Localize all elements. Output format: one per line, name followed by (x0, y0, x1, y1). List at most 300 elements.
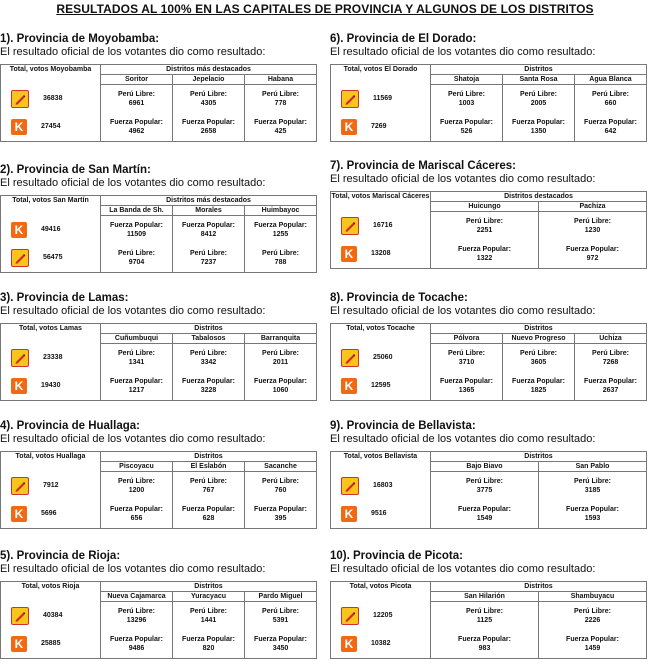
results-table (0, 581, 317, 659)
peru-libre-result (431, 344, 502, 372)
district-name: Santa Rosa (503, 75, 575, 85)
peru-libre-result (245, 85, 316, 113)
total-votes-header: Total, votos Moyobamba (1, 65, 101, 85)
district-name: Sacanche (245, 462, 317, 472)
peru-libre-total-row (1, 85, 100, 113)
vote-count: 13296 (126, 617, 147, 624)
fuerza-popular-logo-icon (11, 506, 27, 522)
vote-count: 1217 (128, 387, 145, 394)
k-letter: K (14, 636, 24, 651)
district-name: Agua Blanca (575, 75, 647, 85)
district-results-cell (539, 472, 647, 529)
vote-count: 3605 (530, 359, 547, 366)
party-label: Perú Libre: (262, 250, 299, 257)
vote-count: 2005 (530, 100, 547, 107)
party-label: Fuerza Popular: (566, 246, 619, 253)
party-label: Fuerza Popular: (110, 636, 163, 643)
party-label: Perú Libre: (118, 91, 155, 98)
totals-cell (1, 85, 101, 142)
district-results-cell (101, 85, 173, 142)
party-label: Perú Libre: (592, 350, 629, 357)
fuerza-popular-result (101, 372, 172, 400)
total-votes-value: 16716 (373, 222, 393, 229)
party-label: Fuerza Popular: (512, 119, 565, 126)
vote-count: 1459 (584, 645, 601, 652)
vote-count: 7268 (602, 359, 619, 366)
peru-libre-result (101, 344, 172, 372)
peru-libre-result (245, 344, 316, 372)
party-label: Perú Libre: (118, 478, 155, 485)
district-results-cell (431, 212, 539, 269)
vote-count: 660 (604, 100, 617, 107)
fuerza-popular-result (173, 113, 244, 141)
total-votes-value: 25060 (373, 354, 393, 361)
fuerza-popular-logo-icon (341, 246, 357, 262)
peru-libre-total-row (331, 85, 430, 113)
party-label: Fuerza Popular: (566, 636, 619, 643)
province-subtitle: El resultado oficial de los votantes dio como resultado: (330, 173, 596, 185)
party-label: Perú Libre: (574, 478, 611, 485)
province-section (330, 292, 646, 401)
total-votes-value: 12205 (373, 612, 393, 619)
peru-libre-total-row (1, 602, 100, 630)
province-section (330, 420, 646, 529)
district-results-cell (101, 472, 173, 529)
vote-count: 767 (202, 487, 215, 494)
province-heading: 5). Provincia de Rioja: (0, 550, 121, 562)
total-votes-value: 13208 (371, 250, 391, 257)
vote-count: 1255 (272, 231, 289, 238)
district-results-cell (101, 344, 173, 401)
vote-count: 2637 (602, 387, 619, 394)
district-name: Uchiza (575, 334, 647, 344)
districts-header: Distritos (101, 324, 317, 334)
total-votes-value: 23338 (43, 354, 63, 361)
fuerza-popular-result (101, 630, 172, 658)
fuerza-popular-result (539, 240, 646, 268)
party-label: Fuerza Popular: (440, 378, 493, 385)
fuerza-popular-total-row (1, 372, 100, 400)
party-label: Fuerza Popular: (254, 119, 307, 126)
party-label: Fuerza Popular: (182, 378, 235, 385)
party-label: Fuerza Popular: (584, 378, 637, 385)
peru-libre-result (245, 472, 316, 500)
vote-count: 656 (130, 515, 143, 522)
party-label: Fuerza Popular: (254, 506, 307, 513)
party-label: Perú Libre: (190, 478, 227, 485)
vote-count: 4962 (128, 128, 145, 135)
party-label: Fuerza Popular: (182, 119, 235, 126)
province-subtitle: El resultado oficial de los votantes dio como resultado: (0, 305, 266, 317)
total-votes-value: 11569 (373, 95, 393, 102)
party-label: Perú Libre: (190, 350, 227, 357)
province-heading: 6). Provincia de El Dorado: (330, 33, 477, 45)
party-label: Fuerza Popular: (182, 222, 235, 229)
k-letter: K (344, 246, 354, 261)
vote-count: 972 (586, 255, 599, 262)
fuerza-popular-result (245, 372, 316, 400)
vote-count: 1441 (200, 617, 217, 624)
peru-libre-result (431, 472, 538, 500)
peru-libre-result (431, 212, 538, 240)
province-subtitle: El resultado oficial de los votantes dio como resultado: (330, 433, 596, 445)
vote-count: 1341 (128, 359, 145, 366)
fuerza-popular-logo-icon (11, 378, 27, 394)
district-results-cell (431, 344, 503, 401)
district-results-cell (431, 472, 539, 529)
party-label: Fuerza Popular: (254, 222, 307, 229)
fuerza-popular-result (101, 500, 172, 528)
district-name: Nueva Cajamarca (101, 592, 173, 602)
party-label: Perú Libre: (262, 478, 299, 485)
district-name: La Banda de Sh. (101, 206, 173, 216)
totals-cell (1, 472, 101, 529)
total-votes-value: 7269 (371, 123, 387, 130)
total-votes-header: Total, votos Bellavista (331, 452, 431, 472)
peru-libre-result (101, 472, 172, 500)
district-results-cell (173, 216, 245, 273)
total-votes-header: Total, votos San Martín (1, 196, 101, 216)
results-table (330, 323, 647, 401)
party-label: Perú Libre: (190, 608, 227, 615)
province-section (330, 33, 646, 142)
districts-header: Distritos más destacados (101, 65, 317, 75)
province-section (0, 164, 316, 273)
fuerza-popular-result (245, 500, 316, 528)
fuerza-popular-total-row (331, 240, 430, 268)
province-section (0, 292, 316, 401)
province-heading: 9). Provincia de Bellavista: (330, 420, 476, 432)
total-votes-value: 7912 (43, 482, 59, 489)
fuerza-popular-total-row (331, 500, 430, 528)
vote-count: 3228 (200, 387, 217, 394)
total-votes-value: 9516 (371, 510, 387, 517)
peru-libre-result (431, 85, 502, 113)
vote-count: 1125 (476, 617, 493, 624)
peru-libre-result (575, 344, 646, 372)
district-name: Soritor (101, 75, 173, 85)
province-subtitle: El resultado oficial de los votantes dio como resultado: (330, 46, 596, 58)
fuerza-popular-logo-icon (11, 119, 27, 135)
party-label: Perú Libre: (466, 218, 503, 225)
fuerza-popular-logo-icon (341, 378, 357, 394)
vote-count: 2226 (584, 617, 601, 624)
district-results-cell (431, 85, 503, 142)
party-label: Fuerza Popular: (110, 506, 163, 513)
party-label: Perú Libre: (118, 350, 155, 357)
fuerza-popular-result (245, 113, 316, 141)
vote-count: 642 (604, 128, 617, 135)
districts-header: Distritos (431, 452, 647, 462)
district-results-cell (173, 344, 245, 401)
district-name: Pólvora (431, 334, 503, 344)
vote-count: 1549 (476, 515, 493, 522)
fuerza-popular-total-row (1, 500, 100, 528)
vote-count: 2011 (272, 359, 289, 366)
peru-libre-result (101, 85, 172, 113)
k-letter: K (344, 506, 354, 521)
district-name: Jepelacio (173, 75, 245, 85)
district-results-cell (539, 602, 647, 659)
results-table (0, 64, 317, 142)
totals-cell (331, 602, 431, 659)
fuerza-popular-total-row (1, 630, 100, 658)
fuerza-popular-result (101, 113, 172, 141)
party-label: Fuerza Popular: (458, 506, 511, 513)
fuerza-popular-result (245, 216, 316, 244)
province-subtitle: El resultado oficial de los votantes dio como resultado: (0, 433, 266, 445)
party-label: Fuerza Popular: (110, 119, 163, 126)
districts-header: Distritos más destacados (101, 196, 317, 206)
party-label: Perú Libre: (262, 350, 299, 357)
vote-count: 1825 (530, 387, 547, 394)
fuerza-popular-result (173, 216, 244, 244)
party-label: Perú Libre: (466, 478, 503, 485)
party-label: Perú Libre: (190, 91, 227, 98)
district-name: El Eslabón (173, 462, 245, 472)
peru-libre-result (539, 472, 646, 500)
vote-count: 395 (274, 515, 287, 522)
total-votes-value: 25885 (41, 640, 61, 647)
district-name: Piscoyacu (101, 462, 173, 472)
party-label: Fuerza Popular: (584, 119, 637, 126)
party-label: Fuerza Popular: (458, 246, 511, 253)
vote-count: 8412 (200, 231, 217, 238)
district-name: Habana (245, 75, 317, 85)
vote-count: 628 (202, 515, 215, 522)
province-section (0, 550, 316, 659)
party-label: Perú Libre: (448, 350, 485, 357)
peru-libre-result (101, 244, 172, 272)
vote-count: 3775 (476, 487, 493, 494)
province-subtitle: El resultado oficial de los votantes dio como resultado: (330, 563, 596, 575)
vote-count: 5391 (272, 617, 289, 624)
k-letter: K (14, 119, 24, 134)
party-label: Fuerza Popular: (566, 506, 619, 513)
province-subtitle: El resultado oficial de los votantes dio como resultado: (0, 563, 266, 575)
peru-libre-result (101, 602, 172, 630)
totals-cell (331, 212, 431, 269)
vote-count: 1003 (458, 100, 475, 107)
district-results-cell (575, 344, 647, 401)
peru-libre-result (431, 602, 538, 630)
vote-count: 425 (274, 128, 287, 135)
vote-count: 820 (202, 645, 215, 652)
peru-libre-logo-icon (341, 477, 359, 495)
fuerza-popular-result (173, 372, 244, 400)
district-results-cell (101, 602, 173, 659)
results-table (330, 64, 647, 142)
k-letter: K (14, 222, 24, 237)
party-label: Perú Libre: (118, 608, 155, 615)
party-label: Perú Libre: (520, 350, 557, 357)
district-results-cell (173, 602, 245, 659)
total-votes-header: Total, votos Picota (331, 582, 431, 602)
district-results-cell (245, 344, 317, 401)
fuerza-popular-total-row (1, 216, 100, 244)
fuerza-popular-logo-icon (341, 119, 357, 135)
vote-count: 7237 (200, 259, 217, 266)
district-results-cell (173, 472, 245, 529)
fuerza-popular-result (539, 500, 646, 528)
peru-libre-result (173, 85, 244, 113)
district-name: Morales (173, 206, 245, 216)
k-letter: K (344, 378, 354, 393)
total-votes-header: Total, votos Lamas (1, 324, 101, 344)
peru-libre-total-row (1, 344, 100, 372)
vote-count: 778 (274, 100, 287, 107)
peru-libre-result (503, 85, 574, 113)
party-label: Perú Libre: (592, 91, 629, 98)
vote-count: 1593 (584, 515, 601, 522)
party-label: Fuerza Popular: (182, 506, 235, 513)
district-name: Tabalosos (173, 334, 245, 344)
district-name: Shambuyacu (539, 592, 647, 602)
totals-cell (331, 472, 431, 529)
vote-count: 760 (274, 487, 287, 494)
fuerza-popular-result (101, 216, 172, 244)
vote-count: 6961 (128, 100, 145, 107)
district-results-cell (245, 472, 317, 529)
fuerza-popular-result (173, 630, 244, 658)
peru-libre-total-row (1, 244, 100, 272)
total-votes-value: 10382 (371, 640, 391, 647)
district-results-cell (245, 602, 317, 659)
k-letter: K (14, 506, 24, 521)
province-subtitle: El resultado oficial de los votantes dio como resultado: (0, 177, 266, 189)
peru-libre-result (539, 602, 646, 630)
district-name: San Pablo (539, 462, 647, 472)
party-label: Fuerza Popular: (110, 222, 163, 229)
province-subtitle: El resultado oficial de los votantes dio como resultado: (330, 305, 596, 317)
fuerza-popular-result (431, 372, 502, 400)
party-label: Fuerza Popular: (440, 119, 493, 126)
vote-count: 3342 (200, 359, 217, 366)
districts-header: Distritos (431, 324, 647, 334)
districts-header: Distritos (431, 582, 647, 592)
peru-libre-logo-icon (341, 90, 359, 108)
party-label: Perú Libre: (448, 91, 485, 98)
k-letter: K (344, 636, 354, 651)
vote-count: 2658 (200, 128, 217, 135)
peru-libre-logo-icon (11, 607, 29, 625)
province-section (330, 550, 646, 659)
totals-cell (331, 344, 431, 401)
fuerza-popular-result (245, 630, 316, 658)
peru-libre-logo-icon (341, 349, 359, 367)
fuerza-popular-result (539, 630, 646, 658)
fuerza-popular-result (575, 113, 646, 141)
vote-count: 1230 (584, 227, 601, 234)
results-table (330, 191, 647, 269)
k-letter: K (344, 119, 354, 134)
party-label: Perú Libre: (520, 91, 557, 98)
province-section (330, 160, 646, 269)
peru-libre-result (245, 602, 316, 630)
peru-libre-logo-icon (341, 217, 359, 235)
peru-libre-logo-icon (11, 249, 29, 267)
district-name: Cuñumbuqui (101, 334, 173, 344)
province-subtitle: El resultado oficial de los votantes dio como resultado: (0, 46, 266, 58)
peru-libre-result (173, 244, 244, 272)
vote-count: 2251 (476, 227, 493, 234)
peru-libre-total-row (331, 602, 430, 630)
district-name: Huimbayoc (245, 206, 317, 216)
province-heading: 8). Provincia de Tocache: (330, 292, 468, 304)
total-votes-header: Total, votos Tocache (331, 324, 431, 344)
province-heading: 4). Provincia de Huallaga: (0, 420, 140, 432)
party-label: Perú Libre: (262, 91, 299, 98)
peru-libre-logo-icon (11, 477, 29, 495)
fuerza-popular-result (173, 500, 244, 528)
vote-count: 1365 (458, 387, 475, 394)
party-label: Perú Libre: (574, 608, 611, 615)
peru-libre-total-row (1, 472, 100, 500)
district-results-cell (245, 216, 317, 273)
fuerza-popular-result (503, 113, 574, 141)
fuerza-popular-result (431, 630, 538, 658)
party-label: Fuerza Popular: (110, 378, 163, 385)
peru-libre-total-row (331, 344, 430, 372)
results-table (330, 581, 647, 659)
fuerza-popular-logo-icon (11, 636, 27, 652)
district-results-cell (173, 85, 245, 142)
province-heading: 10). Provincia de Picota: (330, 550, 463, 562)
total-votes-header: Total, votos Rioja (1, 582, 101, 602)
total-votes-value: 12595 (371, 382, 391, 389)
party-label: Perú Libre: (262, 608, 299, 615)
totals-cell (1, 344, 101, 401)
district-results-cell (503, 85, 575, 142)
districts-header: Distritos destacados (431, 192, 647, 202)
party-label: Fuerza Popular: (182, 636, 235, 643)
total-votes-value: 36838 (43, 95, 63, 102)
results-table (0, 451, 317, 529)
fuerza-popular-total-row (1, 113, 100, 141)
party-label: Perú Libre: (466, 608, 503, 615)
district-name: San Hilarión (431, 592, 539, 602)
party-label: Perú Libre: (118, 250, 155, 257)
fuerza-popular-total-row (331, 113, 430, 141)
peru-libre-logo-icon (341, 607, 359, 625)
district-name: Pachiza (539, 202, 647, 212)
province-heading: 7). Provincia de Mariscal Cáceres: (330, 160, 517, 172)
total-votes-value: 19430 (41, 382, 61, 389)
district-name: Yuracyacu (173, 592, 245, 602)
total-votes-header: Total, votos El Dorado (331, 65, 431, 85)
vote-count: 3450 (272, 645, 289, 652)
fuerza-popular-result (503, 372, 574, 400)
peru-libre-result (173, 472, 244, 500)
total-votes-value: 49416 (41, 226, 61, 233)
fuerza-popular-result (431, 240, 538, 268)
vote-count: 9704 (128, 259, 145, 266)
results-table (0, 195, 317, 273)
district-name: Pardo Miguel (245, 592, 317, 602)
fuerza-popular-logo-icon (341, 636, 357, 652)
party-label: Fuerza Popular: (254, 378, 307, 385)
total-votes-header: Total, votos Huallaga (1, 452, 101, 472)
vote-count: 1060 (272, 387, 289, 394)
party-label: Perú Libre: (574, 218, 611, 225)
total-votes-header: Total, votos Mariscal Cáceres (331, 192, 431, 212)
results-table (0, 323, 317, 401)
fuerza-popular-total-row (331, 630, 430, 658)
totals-cell (331, 85, 431, 142)
peru-libre-result (245, 244, 316, 272)
district-results-cell (431, 602, 539, 659)
district-results-cell (575, 85, 647, 142)
